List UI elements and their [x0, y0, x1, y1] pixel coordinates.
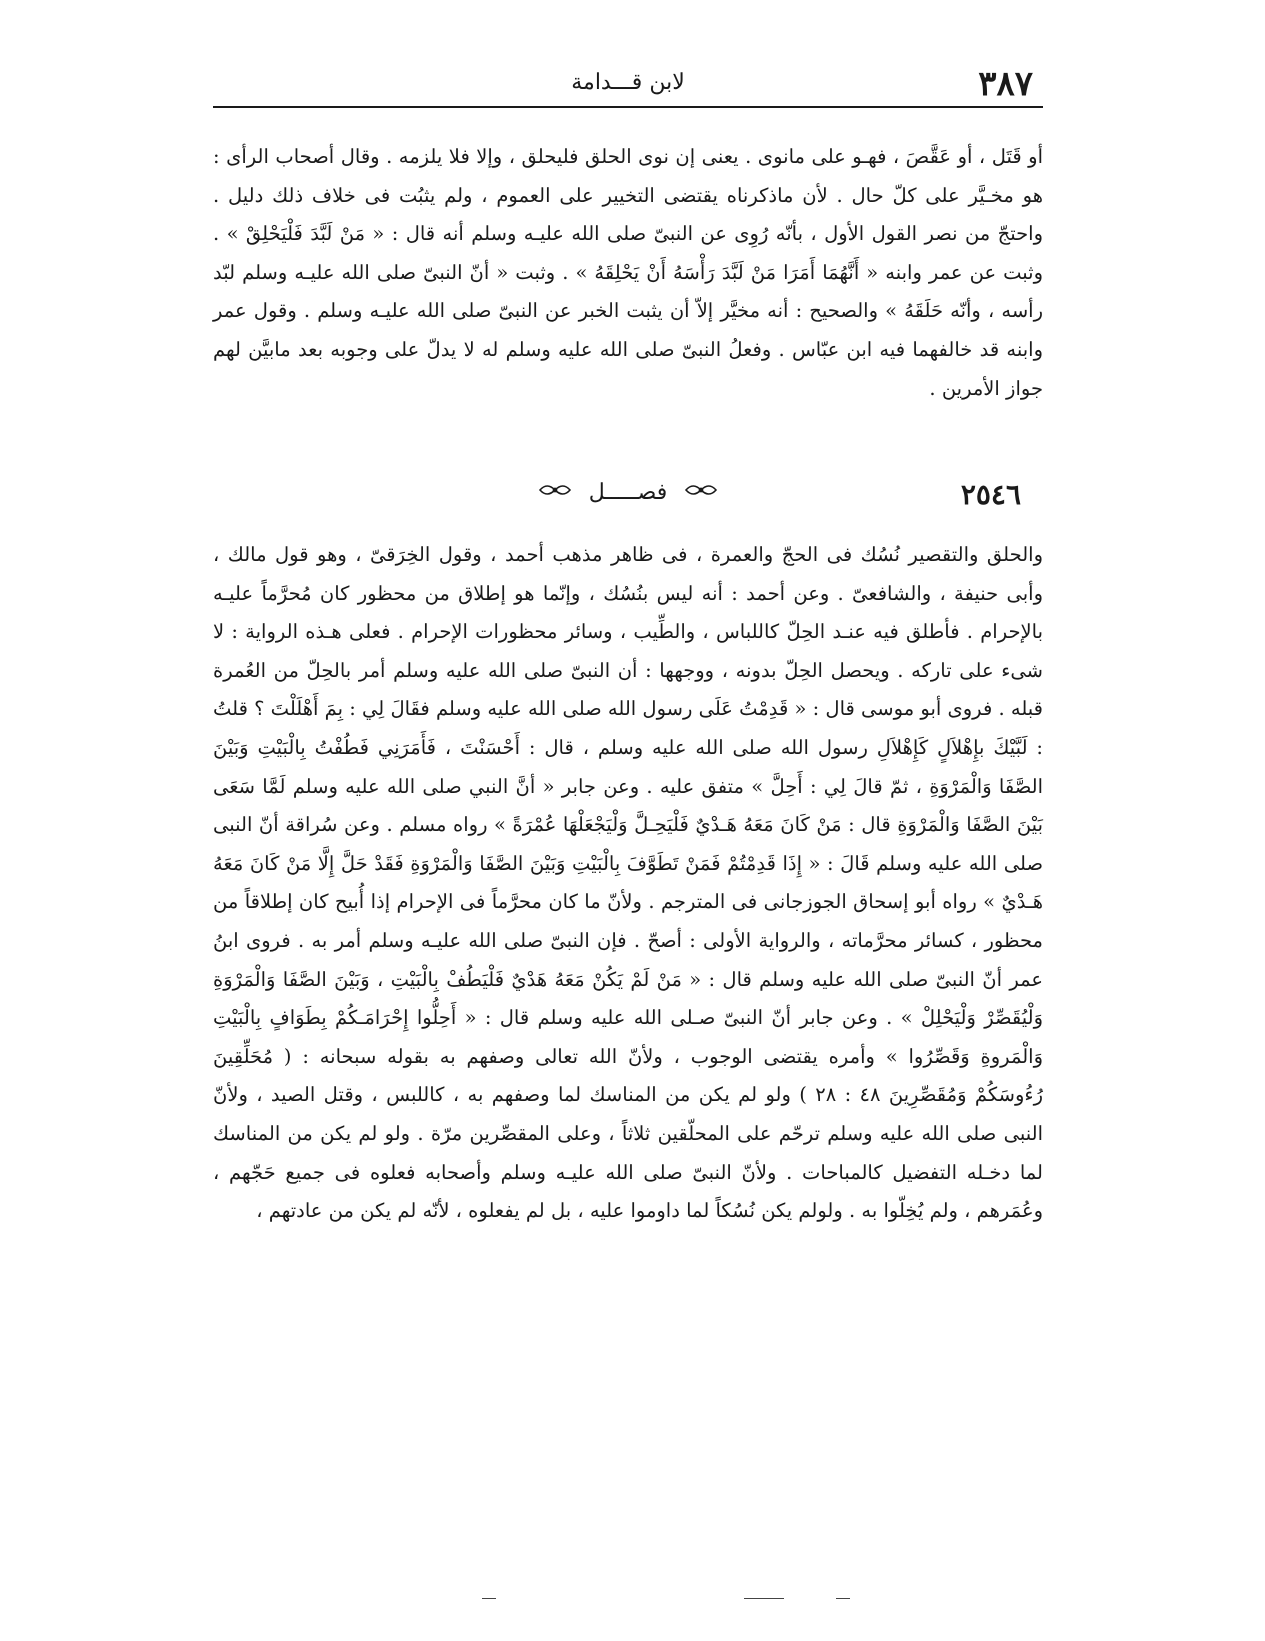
page-number: ٣٨٧: [978, 64, 1033, 104]
page-header: [213, 62, 1043, 106]
floral-ornament-icon: [684, 480, 718, 506]
floral-ornament-icon: [538, 480, 572, 506]
running-title: لابن قـــدامة: [571, 70, 685, 95]
section-title: فصـــــل: [588, 480, 668, 505]
section-number: ٢٥٤٦: [960, 478, 1021, 511]
body-text-section: [213, 536, 1043, 1231]
section-title-wrapper: [213, 480, 1043, 506]
section-heading: [213, 478, 1043, 518]
header-rule: [213, 106, 1043, 108]
paragraph: والحلق والتقصير نُسُك فى الحجّ والعمرة ، فى ظاهر مذهب أحمد ، وقول الخِرَقىّ ، وهو قول مالك ، وأبى حنيفة ، والشافعىّ . وعن أحمد : أنه ليس بنُسُك ، وإنّما هو إطلاق من محظور كان مُحرَّماً عليـه بالإحرام . فأطلق فيه عنـد الحِلّ كاللباس ، والطِّيب ، وسائر محظورات الإحرام . فعلى هـذه الرواية : لا شىء على تاركه . ويحصل الحِلّ بدونه ، ووجهها : أن النبىّ صلى الله عليه وسلم أمر بالحِلّ من العُمرة قبله . فروى أبو موسى قال : « قَدِمْتُ عَلَى رسول الله صلى الله عليه وسلم فقَالَ لِي : بِمَ أَهْلَلْتَ ؟ قلتُ : لَبَّيْكَ بإِهْلاَلٍ كَإِهْلاَلِ رسول الله صلى الله عليه وسلم ، قال : أَحْسَنْتَ ، فَأَمَرَنِي فَطُفْتُ بِالْبَيْتِ وَبَيْنَ الصَّفَا وَالْمَرْوَةِ ، ثمّ قالَ لِي : أَحِلَّ » متفق عليه . وعن جابر « أنَّ النبي صلى الله عليه وسلم لَمَّا سَعَى بَيْنَ الصَّفَا وَالْمَرْوَةِ قال : مَنْ كَانَ مَعَهُ هَـدْيٌ فَلْيَحِـلَّ وَلْيَجْعَلْهَا عُمْرَةً » رواه مسلم . وعن سُراقة أنّ النبى صلى الله عليه وسلم قَالَ : « إِذَا قَدِمْتُمْ فَمَنْ تَطَوَّفَ بِالْبَيْتِ وَبَيْنَ الصَّفَا وَالْمَرْوَةِ فَقَدْ حَلَّ إِلَّا مَنْ كَانَ مَعَهُ هَـدْيٌ » رواه أبو إسحاق الجوزجانى فى المترجم . ولأنّ ما كان محرَّماً فى الإحرام إذا أُبيح كان إطلاقاً من محظور ، كسائر محرَّماته ، والرواية الأولى : أصحّ . فإن النبىّ صلى الله عليـه وسلم أمر به . فروى ابنُ عمر أنّ النبىّ صلى الله عليه وسلم قال : « مَنْ لَمْ يَكُنْ مَعَهُ هَدْيٌ فَلْيَطُفْ بِالْبَيْتِ ، وَبَيْنَ الصَّفَا وَالْمَرْوَةِ وَلْيُقَصِّرْ وَلْيَحْلِلْ » . وعن جابر أنّ النبىّ صـلى الله عليه وسلم قال : « أَحِلُّوا إِحْرَامَـكُمْ بِطَوَافٍ بِالْبَيْتِ وَالْمَروةِ وَقَصِّرُوا » وأمره يقتضى الوجوب ، ولأنّ الله تعالى وصفهم به بقوله سبحانه : ( مُحَلِّقِينَ رُءُوسَكُمْ وَمُقَصِّرِينَ ٤٨ : ٢٨ ) ولو لم يكن من المناسك لما وصفهم به ، كاللبس ، وقتل الصيد ، ولأنّ النبى صلى الله عليه وسلم ترحّم على المحلّقين ثلاثاً ، وعلى المقصِّرين مرّة . ولو لم يكن من المناسك لما دخـله التفضيل كالمباحات . ولأنّ النبىّ صلى الله عليـه وسلم وأصحابه فعلوه فى جميع حَجّهم ، وعُمَرهم ، ولم يُخِلّوا به . ولولم يكن نُسُكاً لما داوموا عليه ، بل لم يفعلوه ، لأنّه لم يكن من عادتهم ،: [213, 543, 1043, 1223]
scan-mark: [836, 1598, 850, 1599]
scan-mark: [744, 1598, 784, 1599]
body-text-top: [213, 138, 1043, 408]
scan-mark: [482, 1598, 496, 1599]
paragraph: أو قَتَل ، أو عَقَّصَ ، فهـو على مانوى . يعنى إن نوى الحلق فليحلق ، وإلا فلا يلزمه . وقال أصحاب الرأى : هو مخـيَّر على كلّ حال . لأن ماذكرناه يقتضى التخيير على العموم ، ولم يثبُت فى خلاف ذلك دليل . واحتجّ من نصر القول الأول ، بأنّه رُوِى عن النبىّ صلى الله عليـه وسلم أنه قال : « مَنْ لَبَّدَ فَلْيَحْلِقْ » . وثبت عن عمر وابنه « أَنَّهُمَا أَمَرَا مَنْ لَبَّدَ رَأْسَهُ أَنْ يَحْلِقَهُ » . وثبت « أنّ النبىّ صلى الله عليـه وسلم لبّد رأسه ، وأنّه حَلَقَهُ » والصحيح : أنه مخيَّر إلاّ أن يثبت الخبر عن النبىّ صلى الله عليـه وسلم . وقول عمر وابنه قد خالفهما فيه ابن عبّاس . وفعلُ النبىّ صلى الله عليه وسلم له لا يدلّ على وجوبه بعد مابيَّن لهم جواز الأمرين .: [213, 145, 1043, 400]
